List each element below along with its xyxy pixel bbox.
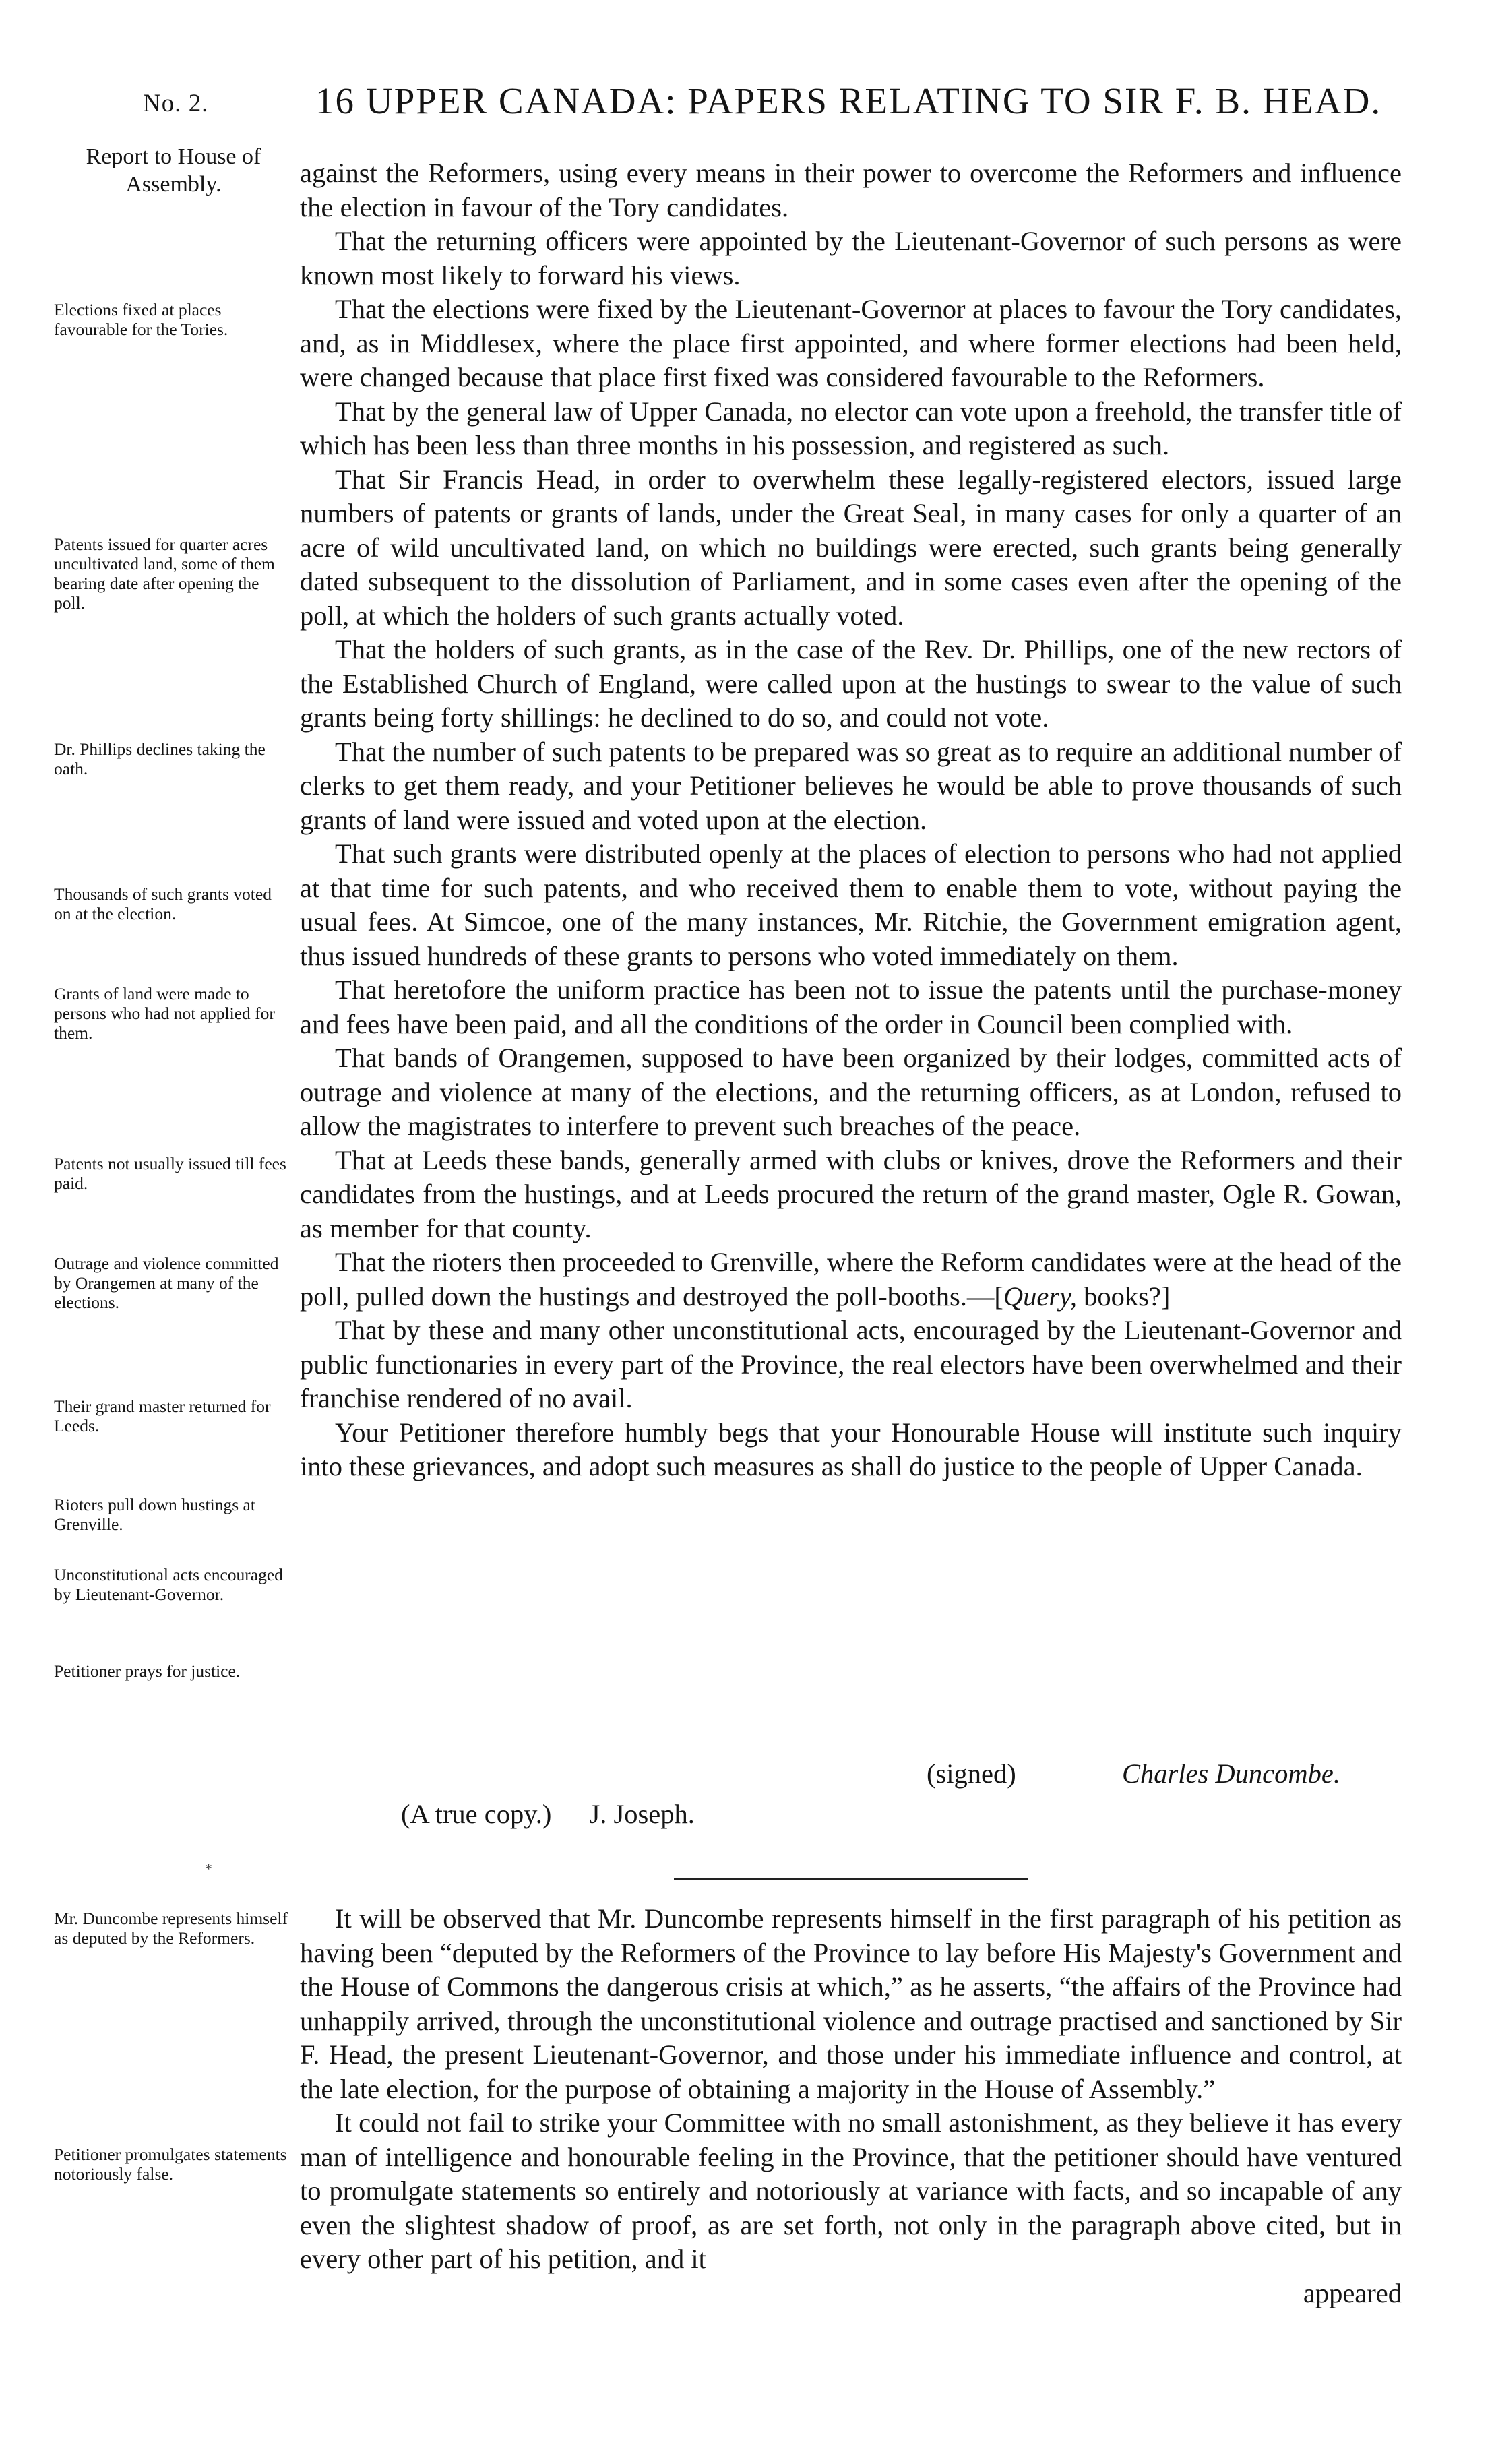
committee-report-text	[300, 1902, 1402, 2310]
signature-line	[300, 1758, 1402, 1793]
running-header	[315, 80, 1407, 122]
paragraph: It will be observed that Mr. Duncombe represents himself in the first paragraph of his petition as having been “deputed by the Reformers of the Province to lay before His Majesty's Government and the House of Commons the dangerous crisis at which,” as he asserts, “the affairs of the Province had unhappily arrived, through the unconstitutional violence and outrage practised and sanctioned by Sir F. Head, the present Lieutenant-Governor, and those under his immediate influence and control, at the late election, for the purpose of obtaining a majority in the House of Assembly.”	[300, 1903, 1402, 2104]
catchword: appeared	[1303, 2277, 1402, 2308]
paragraph: That by the general law of Upper Canada, no elector can vote upon a freehold, the transfer title of which has been less than three months in his possession, and registered as such.	[300, 396, 1402, 460]
copy-attested-by: J. Joseph.	[589, 1799, 695, 1829]
page-number: 16	[315, 80, 355, 121]
paragraph: That the elections were fixed by the Lieutenant-Governor at places to favour the Tory candidates, and, as in Middlesex, where the place first appointed, and where former elections had been held, were changed because that place first fixed was considered favourable to the Reformers.	[300, 294, 1402, 392]
side-note-patents: Patents issued for quarter acres uncultivated land, some of them bearing date after opening the poll.	[54, 534, 275, 613]
paragraph: That by these and many other unconstitutional acts, encouraged by the Lieutenant-Governor and public functionaries in every part of the Province, the real electors have been overwhelmed and their franchise rendered of no avail.	[300, 1315, 1402, 1413]
paragraph: That Sir Francis Head, in order to overwhelm these legally-registered electors, issued large numbers of patents or grants of lands, under the Great Seal, in many cases for only a quarter of an acre of wild uncultivated land, on which no buildings were erected, such grants being generally dated subsequent to the dissolution of Parliament, and in some cases even after the opening of the poll, at which the holders of such grants actually voted.	[300, 464, 1402, 631]
query-italic: Query,	[1003, 1281, 1077, 1312]
side-note-report: Report to House of Assembly.	[86, 144, 261, 197]
paragraph: That heretofore the uniform practice has been not to issue the patents until the purchase-money and fees have been paid, and all the conditions of the order in Council been complied with.	[300, 975, 1402, 1039]
paragraph: That the returning officers were appointed by the Lieutenant-Governor of such persons as were known most likely to forward his views.	[300, 226, 1402, 290]
side-note-duncombe: Mr. Duncombe represents himself as deputed by the Reformers.	[54, 1909, 288, 1948]
paragraph: It could not fail to strike your Committee with no small astonishment, as they believe it has every man of intelligence and honourable feeling in the Province, that the petitioner should have ventured to promulgate statements so entirely and notoriously at variance with facts, and so incapable of any even the slightest shadow of proof, as are set forth, not only in the paragraph above cited, but in every other part of his petition, and it	[300, 2107, 1402, 2274]
side-note-grants: Grants of land were made to persons who had not applied for them.	[54, 984, 275, 1043]
paragraph: That the holders of such grants, as in the case of the Rev. Dr. Phillips, one of the new rectors of the Established Church of England, were called upon at the hustings to swear to the value of such grants being forty shillings: he declined to do so, and could not vote.	[300, 634, 1402, 733]
side-note-outrage: Outrage and violence committed by Orangemen at many of the elections.	[54, 1254, 279, 1312]
side-note-thousands: Thousands of such grants voted on at the election.	[54, 884, 272, 923]
side-note-rioters: Rioters pull down hustings at Grenville.	[54, 1495, 255, 1534]
paragraph: That bands of Orangemen, supposed to have been organized by their lodges, committed acts of outrage and violence at many of the elections, and the returning officers, as at London, refused to allow the magistrates to interfere to prevent such breaches of the peace.	[300, 1043, 1402, 1141]
petition-text	[300, 156, 1402, 1484]
paragraph: That at Leeds these bands, generally armed with clubs or knives, drove the Reformers and their candidates from the hustings, and at Leeds procured the return of the grand master, Ogle R. Gowan, as member for that county.	[300, 1144, 1402, 1243]
asterisk-mark: *	[205, 1860, 212, 1877]
paragraph: That the number of such patents to be prepared was so great as to require an additional number of clerks to get them ready, and your Petitioner believes he would be able to prove thousands of such grants of land were issued and voted upon at the election.	[300, 736, 1402, 835]
page-title: UPPER CANADA: PAPERS RELATING TO SIR F. B. HEAD.	[366, 80, 1382, 121]
paragraph	[300, 1245, 1402, 1314]
side-note-elections: Elections fixed at places favourable for the Tories.	[54, 300, 228, 339]
side-note-phillips: Dr. Phillips declines taking the oath.	[54, 739, 266, 778]
document-number: No. 2.	[143, 90, 209, 117]
paragraph: That such grants were distributed openly at the places of election to persons who had not applied at that time for such patents, and who received them to enable them to vote, without paying the usual fees. At Simcoe, one of the many instances, Mr. Ritchie, the Government emigration agent, thus issued hundreds of these grants to persons who voted immediately on them.	[300, 838, 1402, 971]
side-note-unconstitutional: Unconstitutional acts encouraged by Lieutenant-Governor.	[54, 1565, 283, 1604]
section-divider	[674, 1878, 1028, 1880]
side-note-grand-master: Their grand master returned for Leeds.	[54, 1396, 271, 1436]
text-run: That the rioters then proceeded to Grenville, where the Reform candidates were at the head of the poll, pulled down the hustings and destroyed the poll-booths.—[	[300, 1247, 1402, 1312]
text-run: books?]	[1077, 1281, 1171, 1312]
side-note-promulgates: Petitioner promulgates statements notoriously false.	[54, 2145, 287, 2184]
paragraph: against the Reformers, using every means in their power to overcome the Reformers and influence the election in favour of the Tory candidates.	[300, 158, 1402, 222]
signer-name: Charles Duncombe.	[1122, 1758, 1340, 1789]
side-note-prays: Petitioner prays for justice.	[54, 1661, 241, 1681]
paragraph: Your Petitioner therefore humbly begs that your Honourable House will institute such inquiry into these grievances, and adopt such measures as shall do justice to the people of Upper Canada.	[300, 1417, 1402, 1481]
side-note-fees: Patents not usually issued till fees paid.	[54, 1154, 286, 1193]
true-copy-label: (A true copy.)	[401, 1799, 552, 1829]
true-copy-line	[401, 1798, 695, 1830]
signed-label: (signed)	[927, 1758, 1016, 1789]
